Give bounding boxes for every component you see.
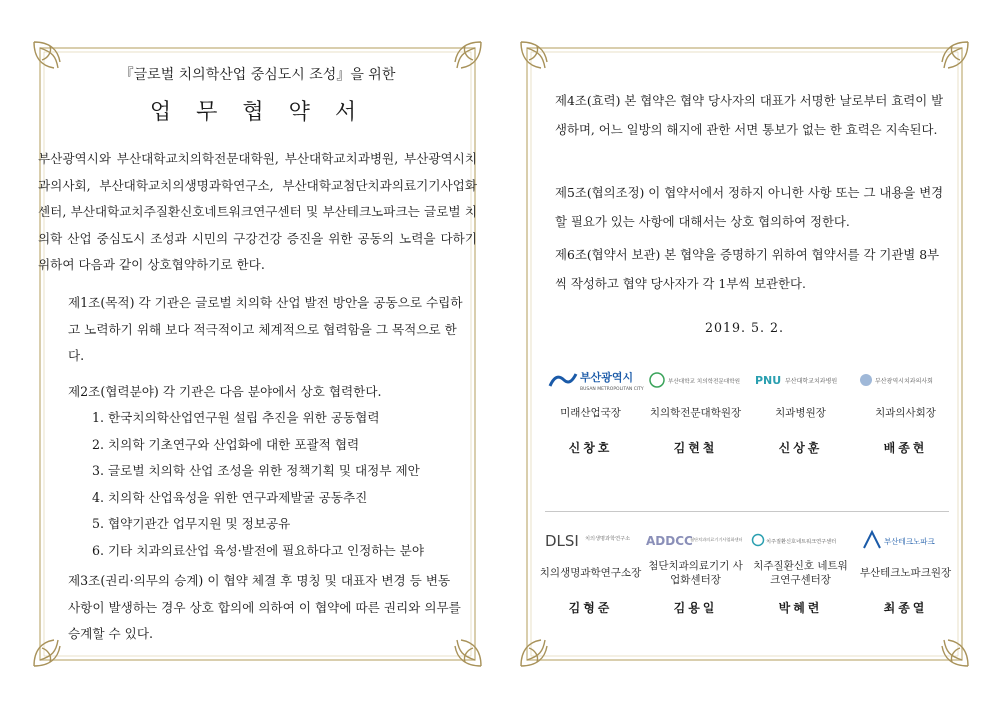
logo-text: 부산광역시	[579, 371, 633, 384]
signatory-name: 김형준	[568, 601, 613, 615]
addcc-logo-icon	[644, 523, 747, 557]
article-5: 제5조(협의조정) 이 협약서에서 정하지 아니한 사항 또는 그 내용을 변경할 필요가 있는 사항에 대해서는 상호 협의하여 정한다.	[555, 185, 944, 229]
pnu-dental-school-logo-icon	[644, 363, 747, 397]
agreement-date: 2019. 5. 2.	[704, 320, 785, 335]
logo-subtext: 첨단치과의료기기사업화센터	[689, 537, 743, 542]
signatory-name: 박혜련	[778, 601, 823, 615]
article-2-heading: 제2조(협력분야) 각 기관은 다음 분야에서 상호 협력한다.	[68, 384, 382, 399]
svg-text:PNU: PNU	[754, 374, 781, 387]
article-3: 제3조(권리·의무의 승계) 이 협약 체결 후 명칭 및 대표자 변경 등 변동 사항이 발생하는 경우 상호 합의에 의하여 이 협약에 따른 권리와 의무를 승계할 수 있다.	[68, 573, 461, 641]
signatory-dlsi	[539, 523, 642, 616]
article-1: 제1조(목적) 각 기관은 글로벌 치의학 산업 발전 방안을 공동으로 수립하고 노력하기 위해 보다 적극적이고 체계적으로 협력함을 그 목적으로 한다.	[68, 295, 463, 363]
logo-text: 부산테크노파크	[883, 537, 935, 546]
agreement-intro: 부산광역시와 부산대학교치의학전문대학원, 부산대학교치과병원, 부산광역시치과의사회, 부산대학교치의생명과학연구소, 부산대학교첨단치과의료기기사업화센터, 부산대학교치주질환신호네트워크연구센터 및 부산테크노파크는 글로벌 치의학 산업 중심도시 조성과 시민의 구강건강 증진을 위한 공동의 노력을 다하기 위하여 다음과 같이 상호협약하기로 한다.	[38, 151, 477, 272]
signatory-role: 치주질환신호 네트워크연구센터장	[753, 560, 848, 586]
signatory-dental-hospital	[749, 363, 852, 456]
logo-text: ADDCC	[645, 534, 693, 548]
article-4: 제4조(효력) 본 협약은 협약 당사자의 대표가 서명한 날로부터 효력이 발생하며, 어느 일방의 해지에 관한 서면 통보가 없는 한 효력은 지속된다.	[555, 93, 944, 137]
signatory-name: 신상훈	[778, 441, 823, 455]
signatory-role: 치의학전문대학원장	[649, 407, 742, 419]
signatory-role: 치과병원장	[775, 407, 826, 419]
signatory-dental-school	[644, 363, 747, 456]
busan-dental-association-logo-icon	[854, 363, 957, 397]
signatory-technopark	[854, 523, 957, 616]
perio-center-logo-icon	[749, 523, 852, 557]
list-item: 6. 기타 치과의료산업 육성·발전에 필요하다고 인정하는 분야	[92, 542, 425, 558]
logo-text: 부산광역시치과의사회	[874, 378, 933, 385]
agreement-subtitle: 『글로벌 치의학산업 중심도시 조성』을 위한	[119, 67, 396, 83]
logo-text: 부산대학교치과병원	[784, 378, 837, 385]
list-item: 3. 글로벌 치의학 산업 조성을 위한 정책기획 및 대정부 제안	[92, 463, 420, 478]
signatory-addcc	[644, 523, 747, 616]
list-item: 2. 치의학 기초연구와 산업화에 대한 포괄적 협력	[92, 436, 360, 452]
signatory-busan-city	[539, 363, 642, 456]
list-item: 1. 한국치의학산업연구원 설립 추진을 위한 공동협력	[92, 410, 380, 425]
signatory-name: 김용일	[673, 601, 718, 615]
signatory-role: 치과의사회장	[875, 407, 936, 419]
signatory-name: 최종열	[883, 601, 928, 615]
logo-text: DLSI	[544, 532, 579, 550]
dlsi-logo-icon	[539, 523, 642, 557]
agreement-title: 업 무 협 약 서	[149, 100, 366, 125]
signatory-name: 김현철	[673, 441, 718, 455]
signatory-name: 신창호	[568, 441, 613, 455]
list-item: 4. 치의학 산업육성을 위한 연구과제발굴 공동추진	[92, 489, 368, 505]
agreement-page-2	[517, 38, 972, 670]
article-6: 제6조(협약서 보관) 본 협약을 증명하기 위하여 협약서를 각 기관별 8부씩 작성하고 협약 당사자가 각 1부씩 보관한다.	[555, 247, 940, 291]
list-item: 5. 협약기관간 업무지원 및 정보공유	[92, 516, 291, 531]
busan-city-logo-icon	[539, 363, 642, 397]
logo-subtext: BUSAN METROPOLITAN CITY	[579, 387, 644, 392]
agreement-page-1	[30, 38, 485, 670]
pnu-dental-hospital-logo-icon	[749, 363, 852, 397]
signatory-name: 배종현	[883, 441, 928, 455]
signatory-role: 미래산업국장	[560, 407, 621, 419]
busan-technopark-logo-icon	[854, 523, 957, 557]
signatory-role: 첨단치과의료기기 사업화센터장	[648, 560, 743, 586]
logo-subtext: 치의생명과학연구소	[584, 536, 630, 542]
signatory-perio-center	[749, 523, 852, 616]
logo-text: 부산대학교 치의학전문대학원	[667, 379, 740, 385]
signatory-dental-association	[854, 363, 957, 456]
article-2-list	[92, 405, 467, 564]
divider	[545, 511, 949, 512]
signatory-role: 부산테크노파크원장	[859, 567, 952, 579]
signatory-role: 치의생명과학연구소장	[539, 567, 642, 579]
logo-text: 치주질환신호네트워크연구센터	[765, 539, 836, 545]
